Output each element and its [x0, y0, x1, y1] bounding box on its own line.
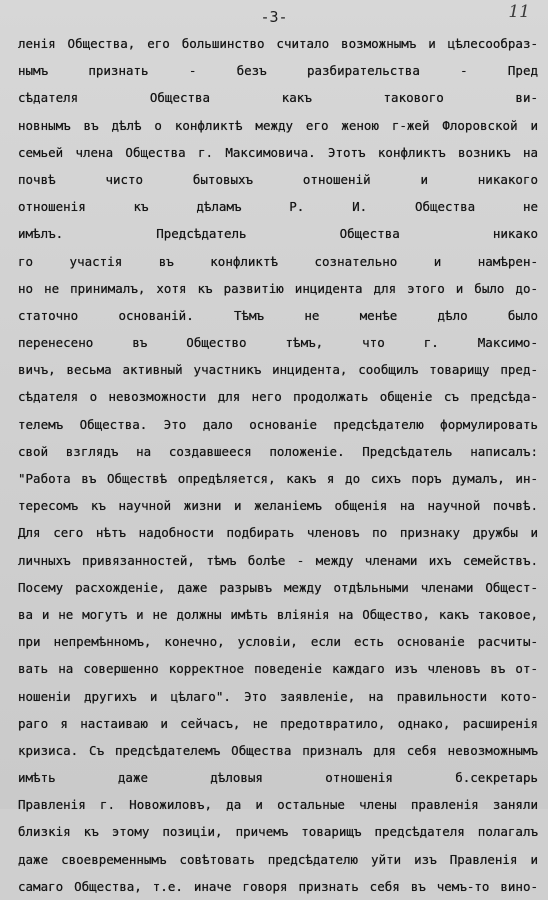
text-line: даже своевременнымъ совѣтовать предсѣдателю уйти изъ Правленія и [18, 851, 538, 867]
text-line: почвѣ чисто бытовыхъ отношеній и никакого [18, 171, 538, 187]
text-line: нымъ признать - безъ разбирательства - Пред [18, 63, 538, 79]
text-line: самаго Общества, т.е. иначе говоря признать себя въ чемъ-то вино- [18, 878, 538, 894]
text-line: отношенія къ дѣламъ Р. И. Общества не [18, 199, 538, 215]
text-line: перенесено въ Общество тѣмъ, что г. Максимо- [18, 335, 538, 351]
text-line: имѣлъ. Предсѣдатель Общества никако [18, 226, 538, 242]
text-line: го участія въ конфликтѣ сознательно и намѣрен- [18, 253, 538, 269]
page-number: -3- [260, 8, 288, 26]
text-line: новнымъ въ дѣлѣ о конфликтѣ между его женою г-жей Флоровской и [18, 117, 538, 133]
text-line: тересомъ къ научной жизни и желаніемъ общенія на научной почвѣ. [18, 498, 538, 514]
text-line: ва и не могутъ и не должны имѣть вліянія на Общество, какъ таковое, [18, 606, 538, 622]
text-line: личныхъ привязанностей, тѣмъ болѣе - между членами ихъ семействъ. [18, 552, 538, 568]
text-line: Посему расхожденіе, даже разрывъ между отдѣльными членами Общест- [18, 579, 538, 595]
text-line: телемъ Общества. Это дало основаніе предсѣдателю формулировать [18, 416, 538, 432]
text-line: свой взглядъ на создавшееся положеніе. Предсѣдатель написалъ: [18, 443, 538, 459]
text-line: близкія къ этому позиціи, причемъ товарищъ предсѣдателя полагалъ [18, 824, 538, 840]
archive-folio-number: 11 [508, 2, 530, 22]
text-line: сѣдателя Общества какъ такового ви- [18, 90, 538, 106]
text-line: раго я настаиваю и сейчасъ, не предотвратило, однако, расширенія [18, 715, 538, 731]
text-line: при непремѣнномъ, конечно, условіи, если есть основаніе расчиты- [18, 634, 538, 650]
document-body [18, 30, 538, 900]
text-line: ношеніи другихъ и цѣлаго". Это заявленіе, на правильности кото- [18, 688, 538, 704]
text-line: "Работа въ Обществѣ опредѣляется, какъ я до сихъ поръ думалъ, ин- [18, 471, 538, 486]
text-line: статочно основаній. Тѣмъ не менѣе дѣло было [18, 307, 538, 323]
text-line: вать на совершенно корректное поведеніе каждаго изъ членовъ въ от- [18, 661, 538, 677]
text-line: ленія Общества, его большинство считало возможнымъ и цѣлесообраз- [18, 36, 538, 51]
text-line: но не принималъ, хотя къ развитію инцидента для этого и было до- [18, 280, 538, 296]
text-line: семьей члена Общества г. Максимовича. Этотъ конфликтъ возникъ на [18, 144, 538, 160]
text-line: Правленія г. Новожиловъ, да и остальные члены правленія заняли [18, 797, 538, 813]
text-line: имѣть даже дѣловыя отношенія б.секретарь [18, 770, 538, 786]
text-line: вичъ, весьма активный участникъ инцидента, сообщилъ товарищу пред- [18, 362, 538, 378]
text-line: кризиса. Съ предсѣдателемъ Общества призналъ для себя невозможнымъ [18, 742, 538, 758]
text-line: Для сего нѣтъ надобности подбирать членовъ по признаку дружбы и [18, 525, 538, 541]
text-line: сѣдателя о невозможности для него продолжать общеніе съ предсѣда- [18, 389, 538, 405]
